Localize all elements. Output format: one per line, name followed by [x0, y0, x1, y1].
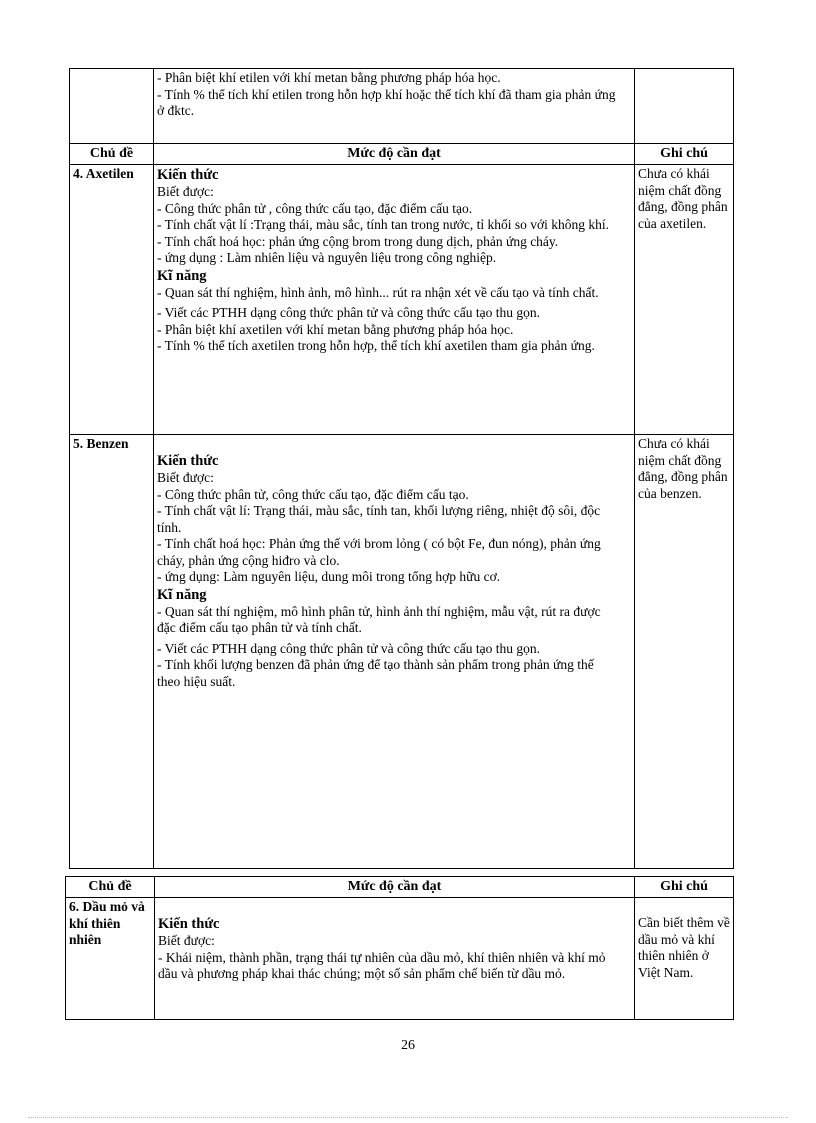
note-cell-empty — [635, 69, 734, 144]
text-line: - Tính % thể tích axetilen trong hỗn hợp, thể tích khí axetilen tham gia phản ứng. — [157, 338, 595, 353]
header-level: Mức độ cần đạt — [154, 144, 635, 165]
header-topic: Chủ đề — [70, 144, 154, 165]
table-header-row — [70, 144, 734, 165]
note-line: của axetilen. — [638, 215, 707, 231]
text-line: - ứng dụng: Làm nguyên liệu, dung môi trong tổng hợp hữu cơ. — [157, 569, 501, 584]
note-line: niệm chất đồng — [638, 452, 722, 468]
topic-cell-empty — [70, 69, 154, 144]
page-bottom-divider — [28, 1117, 788, 1118]
table-row-dau-mo — [66, 898, 734, 1020]
text-line: - Phân biệt khí etilen với khí metan bằng phương pháp hóa học. — [157, 70, 501, 85]
text-line: Biết được: — [158, 933, 215, 948]
note-line: Chưa có khái — [638, 166, 710, 181]
spacer — [638, 899, 730, 915]
note-cell — [635, 898, 734, 1020]
spacer — [157, 436, 631, 452]
skills-heading: Kĩ năng — [157, 586, 207, 603]
note-line: Chưa có khái — [638, 436, 710, 451]
text-line: - Quan sát thí nghiệm, mô hình phân tử, hình ảnh thí nghiệm, mẫu vật, rút ra được — [157, 603, 601, 619]
spacer — [158, 899, 631, 915]
header-topic: Chủ đề — [66, 877, 155, 898]
header-level: Mức độ cần đạt — [155, 877, 635, 898]
level-cell — [154, 69, 635, 144]
text-line: - Tính chất vật lí :Trạng thái, màu sắc, tính tan trong nước, tỉ khối so với không khí. — [157, 217, 610, 232]
knowledge-heading: Kiến thức — [157, 167, 219, 183]
level-cell — [155, 898, 635, 1020]
note-cell — [635, 165, 734, 435]
text-line: - Tính % thể tích khí etilen trong hỗn hợp khí hoặc thể tích khí đã tham gia phản ứng — [157, 86, 616, 102]
text-line: - Phân biệt khí axetilen với khí metan bằng phương pháp hóa học. — [157, 321, 514, 337]
table-row-axetilen — [70, 165, 734, 435]
skills-heading: Kĩ năng — [157, 267, 207, 284]
text-line: - Viết các PTHH dạng công thức phân tử và công thức cấu tạo thu gọn. — [157, 640, 541, 656]
note-line: đẳng, đồng phân — [638, 469, 728, 484]
topic-cell — [66, 898, 155, 1020]
table-header-row — [66, 877, 734, 898]
note-line: dầu mỏ và khí — [638, 931, 715, 947]
text-line: - Tính khối lượng benzen đã phản ứng để tạo thành sản phẩm trong phản ứng thế — [157, 657, 594, 672]
table-row-continuation — [70, 69, 734, 144]
knowledge-heading: Kiến thức — [157, 453, 219, 469]
text-line: - Viết các PTHH dạng công thức phân tử và công thức cấu tạo thu gọn. — [157, 305, 541, 320]
topic-line: khí thiên — [69, 915, 121, 931]
note-line: niệm chất đồng — [638, 182, 722, 198]
page-number: 26 — [401, 1038, 415, 1053]
topic-cell: 4. Axetilen — [70, 165, 154, 435]
text-line: - Công thức phân tử, công thức cấu tạo, đặc điểm cấu tạo. — [157, 486, 469, 502]
text-line: theo hiệu suất. — [157, 673, 236, 689]
level-cell — [154, 165, 635, 435]
level-cell — [154, 435, 635, 869]
topic-cell: 5. Benzen — [70, 435, 154, 869]
note-line: Việt Nam. — [638, 964, 694, 980]
text-line: - Tính chất vật lí: Trạng thái, màu sắc, tính tan, khối lượng riêng, nhiệt độ sôi, độc — [157, 503, 601, 518]
note-line: Cần biết thêm về — [638, 915, 730, 930]
text-line: cháy, phản ứng cộng hiđro và clo. — [157, 552, 340, 568]
text-line: - ứng dụng : Làm nhiên liệu và nguyên liệu trong công nghiệp. — [157, 250, 497, 265]
note-cell — [635, 435, 734, 869]
topic-line: 6. Dầu mỏ và — [69, 899, 145, 914]
text-line: Biết được: — [157, 184, 214, 199]
text-line: tính. — [157, 519, 182, 535]
topic-line: nhiên — [69, 932, 102, 947]
header-note: Ghi chú — [635, 877, 734, 898]
text-line: - Khái niệm, thành phần, trạng thái tự nhiên của dầu mỏ, khí thiên nhiên và khí mỏ — [158, 949, 606, 965]
text-line: - Công thức phân tử , công thức cấu tạo, đặc điểm cấu tạo. — [157, 200, 473, 216]
note-line: thiên nhiên ở — [638, 948, 709, 963]
header-note: Ghi chú — [635, 144, 734, 165]
text-line: - Tính chất hoá học: Phản ứng thế với brom lỏng ( có bột Fe, đun nóng), phản ứng — [157, 536, 601, 551]
text-line: ở đktc. — [157, 103, 195, 118]
text-line: - Quan sát thí nghiệm, hình ảnh, mô hình... rút ra nhận xét về cấu tạo và tính chất. — [157, 284, 599, 300]
text-line: - Tính chất hoá học: phản ứng cộng brom trong dung dịch, phản ứng cháy. — [157, 233, 559, 249]
note-line: của benzen. — [638, 485, 702, 501]
knowledge-heading: Kiến thức — [158, 916, 220, 932]
curriculum-table-2 — [65, 876, 734, 1020]
text-line: Biết được: — [157, 470, 214, 485]
note-line: đẳng, đồng phân — [638, 199, 728, 214]
text-line: đặc điểm cấu tạo phân tử và tính chất. — [157, 620, 362, 635]
curriculum-table-1 — [69, 68, 734, 869]
table-row-benzen — [70, 435, 734, 869]
text-line: dầu và phương pháp khai thác chúng; một số sản phẩm chế biến từ dầu mỏ. — [158, 966, 566, 981]
